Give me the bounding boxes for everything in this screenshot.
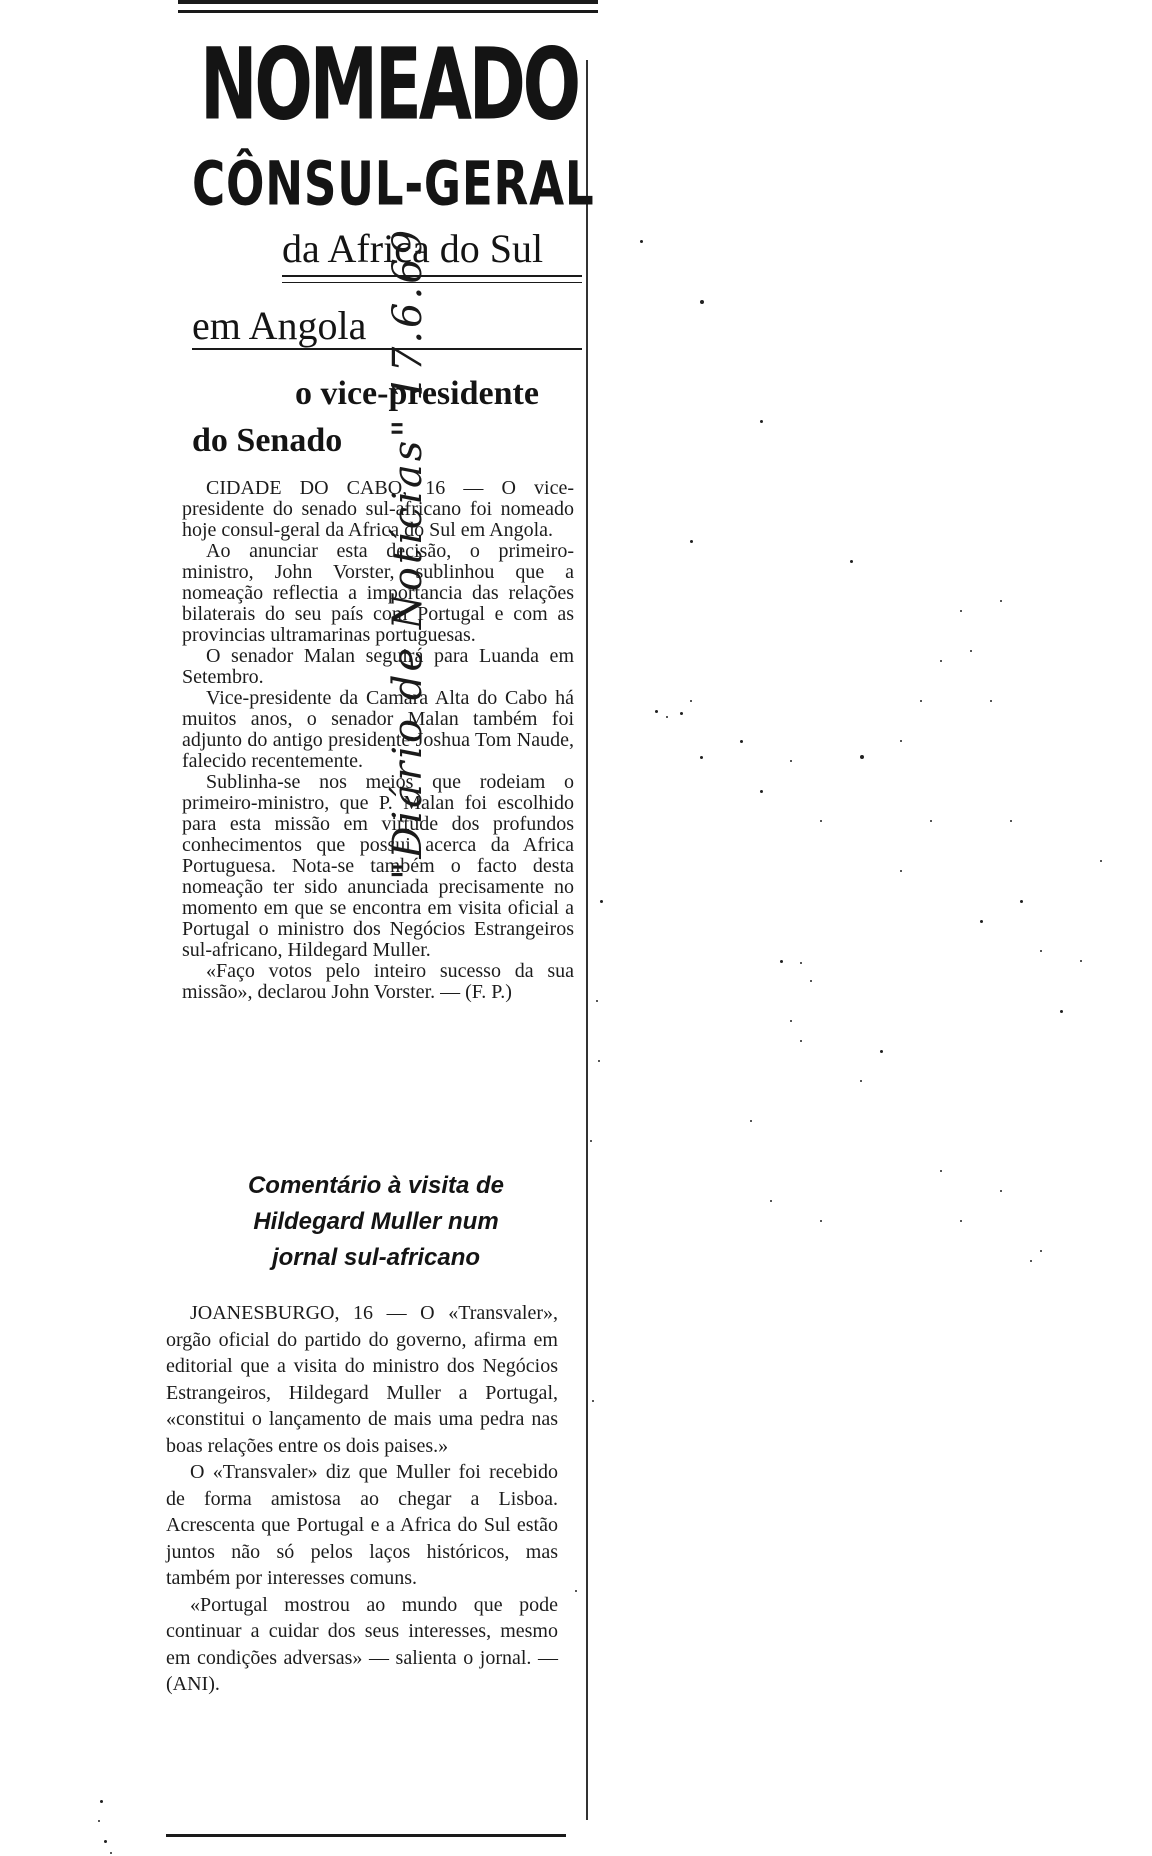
scan-speck xyxy=(592,1400,594,1402)
scan-speck xyxy=(1080,960,1082,962)
scan-speck xyxy=(780,960,783,963)
scan-speck xyxy=(680,712,683,715)
scan-speck xyxy=(960,610,962,612)
scan-speck xyxy=(930,820,932,822)
scan-speck xyxy=(690,700,692,702)
scan-speck xyxy=(770,1200,772,1202)
scan-speck xyxy=(860,1080,862,1082)
headline-line-6: do Senado xyxy=(192,422,343,459)
scan-speck xyxy=(1010,820,1012,822)
scan-speck xyxy=(750,1120,752,1122)
column-border-rule xyxy=(586,60,588,1820)
article-paragraph: Sublinha-se nos meios que rodeiam o primeiro-ministro, que P. Malan foi escolhido para esta missão em virtude dos profundos conhecimentos que possui acerca da Africa Portuguesa. Nota-se também o facto desta nomeação ter sido anunciada precisamente no momento em que se encontra em visita oficial a Portugal o ministro dos Negócios Estrangeiros sul-africano, Hildegard Muller. xyxy=(182,771,574,961)
headline-line-1: NOMEADO xyxy=(200,27,578,143)
scan-speck xyxy=(700,756,703,759)
scan-speck xyxy=(1030,1260,1032,1262)
scan-speck xyxy=(790,1020,792,1022)
scan-speck xyxy=(110,1852,112,1854)
scan-speck xyxy=(760,790,763,793)
scan-speck xyxy=(1000,1190,1002,1192)
scan-speck xyxy=(1100,860,1102,862)
scan-speck xyxy=(970,650,972,652)
scan-speck xyxy=(900,740,902,742)
subheadline-line-3: jornal sul-africano xyxy=(271,1244,481,1271)
article-paragraph: JOANESBURGO, 16 — O «Transvaler», orgão oficial do partido do governo, afirma em editorial que a visita do ministro dos Negócios Estrangeiros, Hildegard Muller a Portugal, «constitui o lançamento de mais uma pedra nas boas relações entre os dois paises.» xyxy=(166,1302,558,1457)
article-body-2 xyxy=(166,1300,558,1698)
handwritten-source-note: "Diário de Notícias" 17.6.69 xyxy=(385,226,431,880)
scan-speck xyxy=(655,710,658,713)
scan-speck xyxy=(1040,1250,1042,1252)
scan-speck xyxy=(820,1220,822,1222)
scan-speck xyxy=(740,740,743,743)
article-paragraph: Ao anunciar esta decisão, o primeiro-ministro, John Vorster, sublinhou que a nomeação reflectia a importancia das relações bilaterais do seu país com Portugal e com as provincias ultramarinas portuguesas. xyxy=(182,540,574,646)
scan-speck xyxy=(800,1040,802,1042)
scan-speck xyxy=(940,660,942,662)
scan-speck xyxy=(666,716,668,718)
scan-speck xyxy=(1040,950,1042,952)
article-paragraph: «Portugal mostrou ao mundo que pode continuar a cuidar dos seus interesses, mesmo em condições adversas» — salienta o jornal. — (ANI). xyxy=(166,1593,558,1695)
scan-speck xyxy=(590,1140,592,1142)
scan-speck xyxy=(900,870,902,872)
scan-speck xyxy=(940,1170,942,1172)
scan-speck xyxy=(100,1800,103,1803)
scan-speck xyxy=(640,240,643,243)
scan-speck xyxy=(880,1050,883,1053)
scan-speck xyxy=(860,755,864,759)
subheadline-line-2: Hildegard Muller num xyxy=(253,1208,499,1235)
top-border-rule-thin xyxy=(178,10,598,13)
scan-speck xyxy=(104,1840,107,1843)
scan-speck xyxy=(990,700,992,702)
bottom-border-rule xyxy=(166,1834,566,1837)
scan-speck xyxy=(980,920,983,923)
headline-line-2: CÔNSUL-GERAL xyxy=(192,147,595,220)
scan-speck xyxy=(1020,900,1023,903)
article-paragraph: O senador Malan seguirá para Luanda em Setembro. xyxy=(182,645,574,688)
article-paragraph: «Faço votos pelo inteiro sucesso da sua missão», declarou John Vorster. — (F. P.) xyxy=(182,960,574,1003)
headline-line-5: o vice-presidente xyxy=(295,375,539,412)
scan-speck xyxy=(690,540,693,543)
scan-speck xyxy=(960,1220,962,1222)
scan-speck xyxy=(598,1060,600,1062)
scan-speck xyxy=(760,420,763,423)
top-border-rule xyxy=(178,0,598,4)
headline-line-4: em Angola xyxy=(192,303,367,348)
scan-speck xyxy=(810,980,812,982)
article-paragraph: CIDADE DO CABO, 16 — O vice-presidente do senado sul-africano foi nomeado hoje consul-geral da Africa do Sul em Angola. xyxy=(182,477,574,541)
scan-speck xyxy=(790,760,792,762)
article-paragraph: O «Transvaler» diz que Muller foi recebido de forma amistosa ao chegar a Lisboa. Acrescenta que Portugal e a Africa do Sul estão juntos não só pelos laços históricos, mas também por interesses comuns. xyxy=(166,1461,558,1589)
scan-speck xyxy=(920,700,922,702)
subheadline-line-1: Comentário à visita de xyxy=(247,1172,505,1199)
scan-speck xyxy=(98,1820,100,1822)
subheadline xyxy=(176,1168,576,1276)
scan-speck xyxy=(600,900,603,903)
scan-speck xyxy=(700,300,704,304)
headline-line-3: da Africa do Sul xyxy=(282,226,544,271)
article-paragraph: Vice-presidente da Camara Alta do Cabo há muitos anos, o senador Malan também foi adjunto do antigo presidente Joshua Tom Naude, falecido recentemente. xyxy=(182,687,574,772)
scan-speck xyxy=(1000,600,1002,602)
scan-speck xyxy=(850,560,853,563)
article-body-1 xyxy=(182,478,574,1003)
scan-speck xyxy=(596,1000,598,1002)
scan-speck xyxy=(820,820,822,822)
scan-speck xyxy=(1060,1010,1063,1013)
scan-speck xyxy=(575,1590,577,1592)
scan-speck xyxy=(800,962,802,964)
